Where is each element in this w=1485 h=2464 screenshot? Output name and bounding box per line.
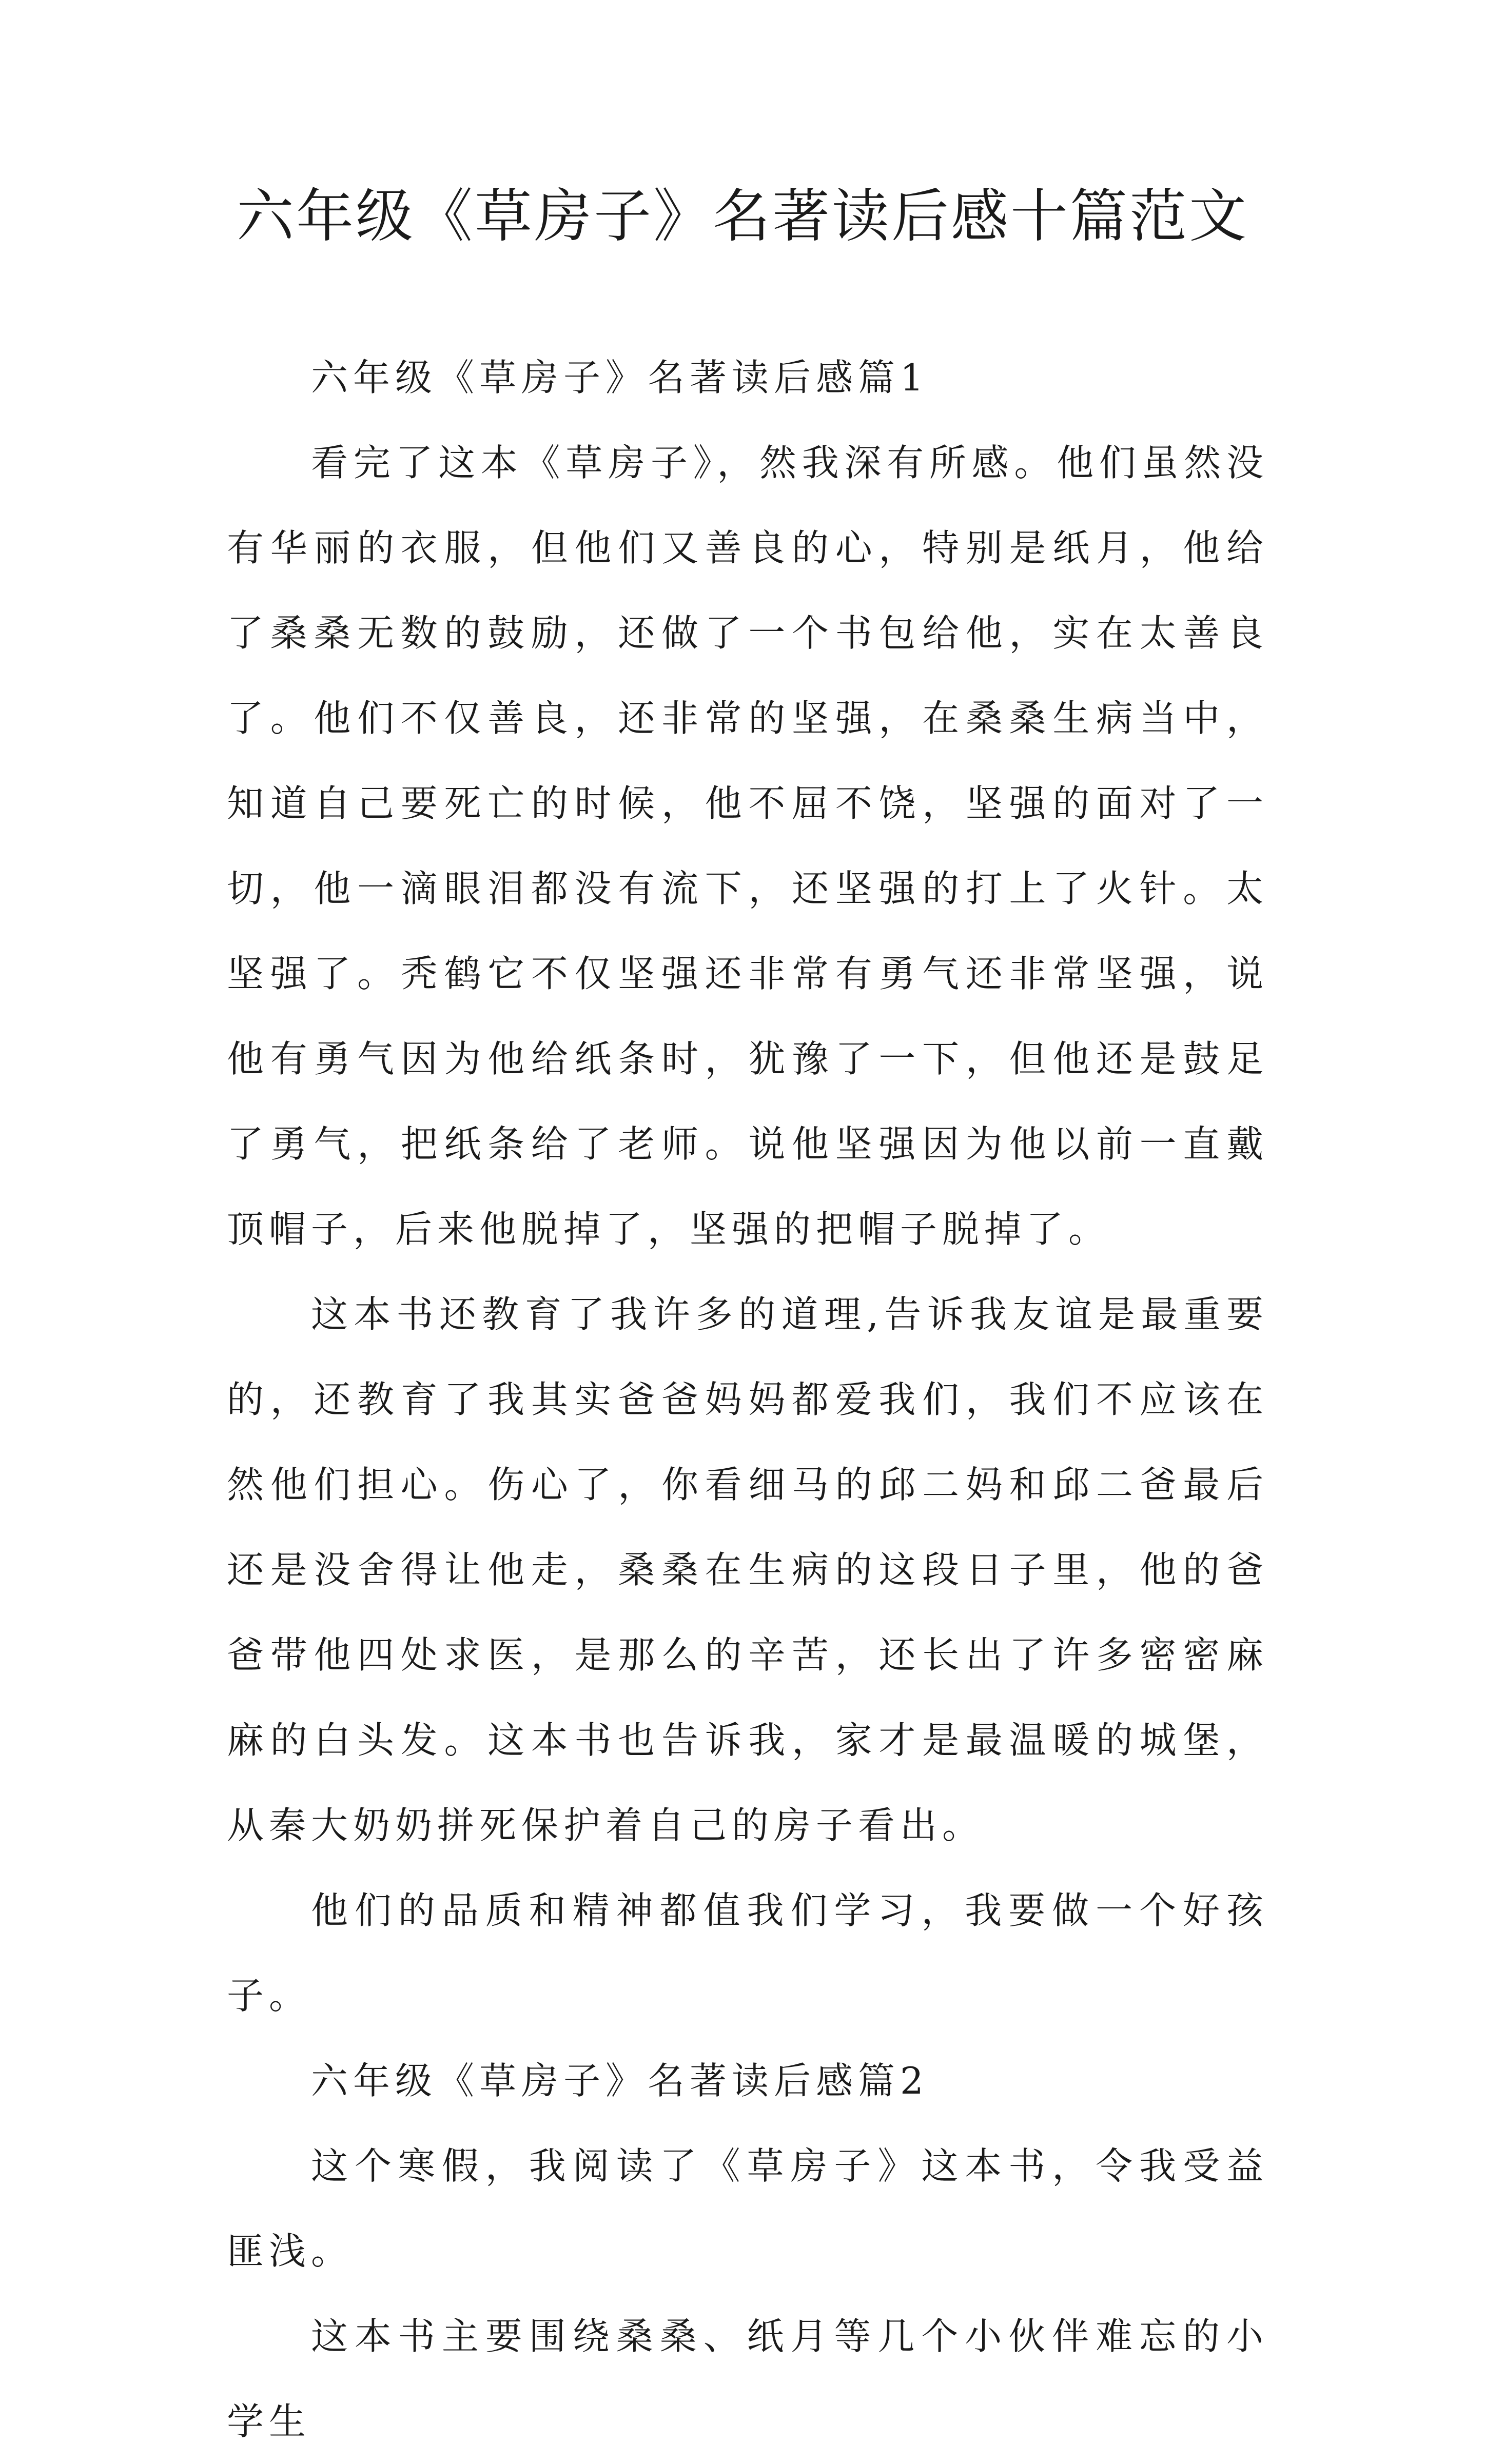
paragraph: 这本书主要围绕桑桑、纸月等几个小伙伴难忘的小学生 <box>227 2315 1268 2443</box>
document-body <box>227 335 1268 2464</box>
paragraph: 这本书还教育了我许多的道理,告诉我友谊是最重要的，还教育了我其实爸爸妈妈都爱我们，我们不应该在然他们担心。伤心了，你看细马的邱二妈和邱二爸最后还是没舍得让他走，桑桑在生病的这段日子里，他的爸爸带他四处求医，是那么的辛苦，还长出了许多密密麻麻的白头发。这本书也告诉我，家才是最温暖的城堡，从秦大奶奶拼死保护着自己的房子看出。 <box>227 1293 1268 1847</box>
document-title: 六年级《草房子》名著读后感十篇范文 <box>237 183 1248 250</box>
section-heading-1: 六年级《草房子》名著读后感篇1 <box>311 356 929 399</box>
paragraph: 他们的品质和精神都值我们学习，我要做一个好孩子。 <box>227 1889 1268 2017</box>
section-heading-2: 六年级《草房子》名著读后感篇2 <box>311 2059 929 2102</box>
paragraph: 这个寒假，我阅读了《草房子》这本书，令我受益匪浅。 <box>227 2144 1268 2273</box>
paragraph: 看完了这本《草房子》，然我深有所感。他们虽然没有华丽的衣服，但他们又善良的心，特别是纸月，他给了桑桑无数的鼓励，还做了一个书包给他，实在太善良了。他们不仅善良，还非常的坚强，在桑桑生病当中，知道自己要死亡的时候，他不屈不饶，坚强的面对了一切，他一滴眼泪都没有流下，还坚强的打上了火针。太坚强了。秃鹤它不仅坚强还非常有勇气还非常坚强，说他有勇气因为他给纸条时，犹豫了一下，但他还是鼓足了勇气，把纸条给了老师。说他坚强因为他以前一直戴顶帽子，后来他脱掉了，坚强的把帽子脱掉了。 <box>227 441 1268 1251</box>
